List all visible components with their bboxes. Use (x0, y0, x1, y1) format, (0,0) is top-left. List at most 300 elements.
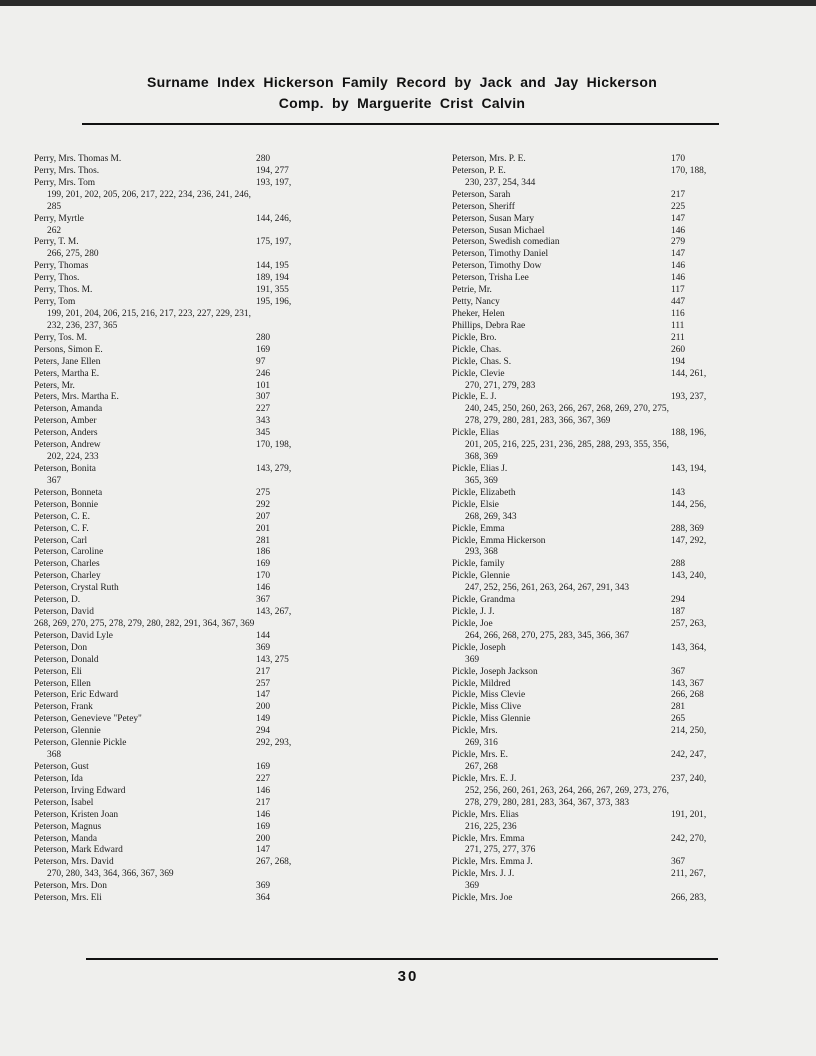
index-entry (452, 190, 782, 202)
index-entry (452, 667, 782, 679)
entry-name: Peterson, Anders (34, 428, 98, 439)
entry-name: Perry, T. M. (34, 237, 79, 248)
index-entry (34, 667, 404, 679)
entry-pages: 288, 369 (671, 523, 704, 534)
index-entry (452, 166, 782, 190)
entry-pages: 201 (256, 523, 271, 534)
entry-name: Peterson, Susan Mary (452, 213, 535, 224)
entry-name: Pickle, family (452, 559, 505, 570)
entry-pages: 280 (256, 332, 271, 343)
entry-pages: 143, 194, (671, 463, 707, 474)
entry-pages-continued: 230, 237, 254, 344 (465, 177, 536, 188)
entry-pages: 186 (256, 547, 271, 558)
entry-name: Peterson, P. E. (452, 165, 506, 176)
entry-name: Perry, Tos. M. (34, 332, 87, 343)
entry-pages: 288 (671, 559, 686, 570)
entry-pages-continued: 199, 201, 204, 206, 215, 216, 217, 223, 227, 229, 231, (47, 308, 251, 319)
entry-name: Peterson, Charley (34, 571, 101, 582)
entry-name: Pickle, Glennie (452, 571, 510, 582)
entry-name: Peterson, Susan Michael (452, 225, 545, 236)
entry-pages: 367 (671, 666, 686, 677)
index-column-right (452, 154, 782, 905)
entry-name: Peterson, Bonita (34, 463, 96, 474)
entry-pages: 279 (671, 237, 686, 248)
index-entry (34, 822, 404, 834)
entry-name: Petty, Nancy (452, 297, 500, 308)
entry-name: Pickle, J. J. (452, 607, 495, 618)
entry-name: Peters, Jane Ellen (34, 356, 101, 367)
index-entry (452, 536, 782, 560)
index-entry (34, 166, 404, 178)
entry-name: Peters, Martha E. (34, 368, 100, 379)
index-entry (452, 202, 782, 214)
entry-pages: 364 (256, 893, 271, 904)
entry-name: Pickle, Grandma (452, 595, 516, 606)
entry-pages-continued: 270, 271, 279, 283 (465, 380, 536, 391)
index-entry (34, 512, 404, 524)
entry-pages: 169 (256, 762, 271, 773)
entry-name: Pickle, Miss Glennie (452, 714, 531, 725)
entry-pages: 169 (256, 344, 271, 355)
entry-pages: 170 (256, 571, 271, 582)
index-entry (34, 798, 404, 810)
entry-name: Pickle, Mrs. Emma J. (452, 857, 533, 868)
entry-pages-continued: 285 (47, 201, 62, 212)
entry-pages-continued: 270, 280, 343, 364, 366, 367, 369 (47, 869, 174, 880)
entry-name: Peterson, Mrs. Don (34, 881, 107, 892)
index-entry (34, 845, 404, 857)
page-number: 30 (397, 968, 419, 985)
entry-pages: 225 (671, 201, 686, 212)
entry-name: Pickle, Mildred (452, 678, 511, 689)
entry-name: Pickle, Emma (452, 523, 505, 534)
entry-name: Peterson, Glennie Pickle (34, 738, 127, 749)
index-entry (34, 392, 404, 404)
entry-pages-continued: 264, 266, 268, 270, 275, 283, 345, 366, 367 (465, 630, 630, 641)
index-entry (34, 237, 404, 261)
entry-name: Pickle, Miss Clive (452, 702, 522, 713)
entry-name: Pickle, Bro. (452, 332, 497, 343)
index-entry (34, 655, 404, 667)
entry-pages: 144, 256, (671, 499, 707, 510)
index-entry (34, 690, 404, 702)
index-entry (452, 345, 782, 357)
entry-pages: 211 (671, 332, 685, 343)
entry-name: Peterson, Caroline (34, 547, 104, 558)
entry-pages-continued: 247, 252, 256, 261, 263, 264, 267, 291, 343 (465, 583, 630, 594)
index-entry (34, 679, 404, 691)
index-entry (452, 392, 782, 428)
entry-pages: 143, 267, (256, 607, 292, 618)
index-entry (34, 774, 404, 786)
scan-top-edge (0, 0, 816, 6)
index-entry (34, 726, 404, 738)
index-entry (34, 428, 404, 440)
entry-name: Pickle, Elizabeth (452, 487, 516, 498)
entry-pages-continued: 368, 369 (465, 452, 498, 463)
entry-pages: 193, 197, (256, 177, 292, 188)
entry-pages: 345 (256, 428, 271, 439)
entry-pages: 117 (671, 285, 685, 296)
index-entry (34, 583, 404, 595)
entry-pages-continued: 271, 275, 277, 376 (465, 845, 536, 856)
index-entry (452, 237, 782, 249)
entry-name: Peterson, Gust (34, 762, 89, 773)
index-entry (34, 834, 404, 846)
index-entry (452, 321, 782, 333)
entry-pages-continued: 367 (47, 475, 62, 486)
entry-pages: 170 (671, 154, 686, 164)
entry-name: Pickle, Elsie (452, 499, 499, 510)
entry-pages: 207 (256, 511, 271, 522)
index-entry (452, 154, 782, 166)
entry-pages: 369 (256, 642, 271, 653)
entry-pages: 144, 246, (256, 213, 292, 224)
entry-pages: 194 (671, 356, 686, 367)
footer-rule (86, 958, 718, 960)
entry-name: Peterson, Carl (34, 535, 88, 546)
index-entry (34, 643, 404, 655)
index-entry (452, 893, 782, 905)
entry-pages: 144, 261, (671, 368, 707, 379)
index-entry (452, 571, 782, 595)
entry-pages-continued: 369 (465, 881, 480, 892)
header-title: Surname Index Hickerson Family Record by Jack and Jay Hickerson (146, 74, 658, 90)
entry-name: Perry, Thomas (34, 261, 89, 272)
entry-name: Petrie, Mr. (452, 285, 492, 296)
entry-pages: 191, 201, (671, 809, 707, 820)
entry-pages: 292, 293, (256, 738, 292, 749)
entry-name: Peterson, Don (34, 642, 88, 653)
index-entry (452, 774, 782, 810)
entry-name: Pickle, Miss Clevie (452, 690, 526, 701)
entry-name: Peters, Mrs. Martha E. (34, 392, 119, 403)
entry-name: Pickle, Mrs. E. J. (452, 773, 517, 784)
index-entry (452, 595, 782, 607)
entry-pages: 116 (671, 308, 685, 319)
entry-name: Peterson, Swedish comedian (452, 237, 560, 248)
index-entry (34, 547, 404, 559)
index-entry (34, 154, 404, 166)
entry-name: Phillips, Debra Rae (452, 320, 526, 331)
entry-name: Pickle, Elias J. (452, 463, 508, 474)
entry-name: Peterson, Trisha Lee (452, 273, 529, 284)
entry-name: Peterson, Eric Edward (34, 690, 119, 701)
entry-name: Peterson, Amanda (34, 404, 103, 415)
entry-pages: 267, 268, (256, 857, 292, 868)
index-entry (452, 297, 782, 309)
entry-pages-continued: 199, 201, 202, 205, 206, 217, 222, 234, 236, 241, 246, (47, 189, 251, 200)
entry-pages: 242, 247, (671, 750, 707, 761)
index-entry (34, 488, 404, 500)
page-header (82, 72, 722, 114)
entry-pages: 143, 364, (671, 642, 707, 653)
index-entry (34, 524, 404, 536)
entry-pages: 217 (256, 666, 271, 677)
index-entry (34, 178, 404, 214)
entry-pages: 195, 196, (256, 297, 292, 308)
entry-name: Perry, Thos. (34, 273, 80, 284)
index-entry (452, 714, 782, 726)
entry-name: Peterson, Manda (34, 833, 98, 844)
entry-pages: 188, 196, (671, 428, 707, 439)
entry-pages: 294 (671, 595, 686, 606)
entry-pages: 144 (256, 630, 271, 641)
entry-name: Peterson, Mark Edward (34, 845, 123, 856)
index-entry (34, 607, 404, 631)
entry-pages-continued: 293, 368 (465, 547, 498, 558)
entry-pages: 143, 275 (256, 654, 289, 665)
entry-pages-continued: 365, 369 (465, 475, 498, 486)
index-entry (34, 345, 404, 357)
entry-pages: 147 (256, 690, 271, 701)
entry-name: Perry, Myrtle (34, 213, 84, 224)
index-entry (452, 834, 782, 858)
entry-pages: 111 (671, 320, 685, 331)
entry-name: Peterson, Frank (34, 702, 93, 713)
index-entry (34, 738, 404, 762)
entry-pages: 343 (256, 416, 271, 427)
index-entry (34, 631, 404, 643)
entry-name: Pickle, Mrs. J. J. (452, 869, 515, 880)
index-entry (34, 702, 404, 714)
entry-name: Perry, Mrs. Tom (34, 177, 96, 188)
entry-pages: 242, 270, (671, 833, 707, 844)
entry-name: Perry, Thos. M. (34, 285, 93, 296)
entry-name: Peterson, Timothy Dow (452, 261, 542, 272)
entry-name: Peterson, Eli (34, 666, 82, 677)
index-entry (34, 381, 404, 393)
entry-pages: 147, 292, (671, 535, 707, 546)
entry-pages-continued: 266, 275, 280 (47, 249, 99, 260)
entry-pages-continued: 369 (465, 654, 480, 665)
entry-name: Pickle, Emma Hickerson (452, 535, 546, 546)
entry-name: Perry, Tom (34, 297, 76, 308)
entry-pages: 143, 367 (671, 678, 704, 689)
entry-pages: 257, 263, (671, 618, 707, 629)
entry-name: Peterson, Sheriff (452, 201, 515, 212)
entry-name: Pickle, Joseph (452, 642, 506, 653)
entry-name: Peterson, Mrs. Eli (34, 893, 102, 904)
entry-name: Pickle, Mrs. E. (452, 750, 508, 761)
entry-pages: 200 (256, 833, 271, 844)
entry-pages: 367 (256, 595, 271, 606)
entry-name: Pickle, Mrs. Emma (452, 833, 525, 844)
entry-pages: 175, 197, (256, 237, 292, 248)
entry-pages: 189, 194 (256, 273, 289, 284)
entry-pages: 169 (256, 821, 271, 832)
index-entry (452, 500, 782, 524)
entry-pages: 227 (256, 404, 271, 415)
index-entry (452, 369, 782, 393)
index-entry (452, 679, 782, 691)
index-entry (452, 333, 782, 345)
entry-name: Peterson, Bonneta (34, 487, 103, 498)
index-entry (34, 893, 404, 905)
index-entry (452, 249, 782, 261)
entry-name: Pickle, Mrs. Elias (452, 809, 519, 820)
entry-name: Peterson, Mrs. David (34, 857, 114, 868)
entry-pages: 294 (256, 726, 271, 737)
index-entry (452, 357, 782, 369)
entry-pages: 193, 237, (671, 392, 707, 403)
index-entry (34, 500, 404, 512)
index-entry (34, 559, 404, 571)
index-entry (452, 273, 782, 285)
entry-name: Peterson, Glennie (34, 726, 101, 737)
entry-pages-continued: 368 (47, 750, 62, 761)
entry-pages: 280 (256, 154, 271, 164)
entry-name: Peterson, Isabel (34, 797, 94, 808)
entry-pages: 211, 267, (671, 869, 706, 880)
entry-name: Peterson, Bonnie (34, 499, 99, 510)
entry-name: Peterson, D. (34, 595, 81, 606)
entry-name: Peterson, Timothy Daniel (452, 249, 549, 260)
entry-pages: 143, 279, (256, 463, 292, 474)
entry-pages: 146 (256, 583, 271, 594)
index-entry (34, 357, 404, 369)
entry-name: Peterson, Kristen Joan (34, 809, 119, 820)
index-entry (34, 464, 404, 488)
entry-name: Peterson, David (34, 607, 94, 618)
index-entry (34, 297, 404, 333)
entry-pages: 367 (671, 857, 686, 868)
entry-name: Pickle, Mrs. Joe (452, 893, 513, 904)
index-entry (452, 643, 782, 667)
entry-name: Peterson, David Lyle (34, 630, 113, 641)
index-entry (452, 857, 782, 869)
index-entry (34, 273, 404, 285)
index-entry (34, 857, 404, 881)
entry-name: Pickle, Mrs. (452, 726, 498, 737)
index-entry (452, 309, 782, 321)
entry-pages: 307 (256, 392, 271, 403)
entry-pages: 227 (256, 773, 271, 784)
index-entry (34, 571, 404, 583)
index-entry (452, 285, 782, 297)
index-entry (34, 714, 404, 726)
index-entry (34, 416, 404, 428)
index-entry (452, 607, 782, 619)
entry-name: Peterson, Amber (34, 416, 97, 427)
header-subtitle: Comp. by Marguerite Crist Calvin (278, 95, 526, 111)
index-entry (34, 440, 404, 464)
entry-pages: 187 (671, 607, 686, 618)
entry-name: Peterson, Genevieve "Petey" (34, 714, 142, 725)
entry-pages: 101 (256, 380, 271, 391)
entry-pages: 246 (256, 368, 271, 379)
index-entry (452, 524, 782, 536)
entry-name: Pickle, Elias (452, 428, 499, 439)
entry-pages: 149 (256, 714, 271, 725)
index-entry (34, 285, 404, 297)
entry-pages: 146 (671, 225, 686, 236)
entry-name: Perry, Mrs. Thomas M. (34, 154, 122, 164)
index-entry (452, 869, 782, 893)
index-entry (452, 559, 782, 571)
index-entry (34, 536, 404, 548)
entry-pages: 146 (671, 261, 686, 272)
entry-pages: 214, 250, (671, 726, 707, 737)
entry-pages-continued: 216, 225, 236 (465, 821, 517, 832)
entry-name: Peterson, Irving Edward (34, 785, 126, 796)
entry-pages-continued: 268, 269, 270, 275, 278, 279, 280, 282, 291, 364, 367, 369 (34, 618, 255, 629)
entry-pages: 143 (671, 487, 686, 498)
entry-pages: 292 (256, 499, 271, 510)
index-entry (452, 750, 782, 774)
entry-pages: 266, 268 (671, 690, 704, 701)
entry-pages-continued: 262 (47, 225, 62, 236)
index-entry (452, 226, 782, 238)
entry-pages: 217 (671, 189, 686, 200)
entry-name: Persons, Simon E. (34, 344, 103, 355)
entry-pages: 369 (256, 881, 271, 892)
entry-pages: 281 (256, 535, 271, 546)
index-entry (452, 619, 782, 643)
entry-name: Pickle, Chas. S. (452, 356, 512, 367)
entry-pages: 143, 240, (671, 571, 707, 582)
entry-pages-continued: 268, 269, 343 (465, 511, 517, 522)
entry-name: Peterson, Crystal Ruth (34, 583, 119, 594)
entry-pages: 266, 283, (671, 893, 707, 904)
entry-pages: 147 (256, 845, 271, 856)
entry-pages: 194, 277 (256, 165, 289, 176)
entry-pages-continued: 278, 279, 280, 281, 283, 366, 367, 369 (465, 416, 611, 427)
index-entry (34, 214, 404, 238)
entry-name: Peterson, Andrew (34, 440, 101, 451)
entry-pages: 217 (256, 797, 271, 808)
index-entry (452, 810, 782, 834)
index-entry (452, 726, 782, 750)
entry-pages: 447 (671, 297, 686, 308)
entry-name: Peterson, Charles (34, 559, 100, 570)
entry-name: Peters, Mr. (34, 380, 75, 391)
entry-pages: 147 (671, 249, 686, 260)
index-entry (452, 428, 782, 464)
entry-name: Pickle, E. J. (452, 392, 497, 403)
index-entry (34, 595, 404, 607)
entry-pages: 200 (256, 702, 271, 713)
entry-pages: 144, 195 (256, 261, 289, 272)
entry-name: Peterson, Ida (34, 773, 83, 784)
entry-pages-continued: 278, 279, 280, 281, 283, 364, 367, 373, 383 (465, 797, 630, 808)
index-entry (34, 786, 404, 798)
entry-name: Peterson, C. F. (34, 523, 89, 534)
index-entry (452, 261, 782, 273)
entry-pages-continued: 267, 268 (465, 762, 498, 773)
entry-pages-continued: 252, 256, 260, 261, 263, 264, 266, 267, 269, 273, 276, (465, 785, 669, 796)
entry-name: Peterson, Sarah (452, 189, 511, 200)
index-entry (34, 261, 404, 273)
entry-pages-continued: 240, 245, 250, 260, 263, 266, 267, 268, 269, 270, 275, (465, 404, 669, 415)
entry-pages: 147 (671, 213, 686, 224)
entry-pages-continued: 232, 236, 237, 365 (47, 320, 118, 331)
index-entry (452, 702, 782, 714)
header-rule (82, 123, 719, 125)
entry-name: Pheker, Helen (452, 308, 505, 319)
entry-pages: 281 (671, 702, 686, 713)
entry-name: Perry, Mrs. Thos. (34, 165, 100, 176)
index-entry (34, 333, 404, 345)
entry-pages-continued: 202, 224, 233 (47, 452, 99, 463)
entry-name: Pickle, Chas. (452, 344, 502, 355)
index-entry (34, 404, 404, 416)
entry-name: Peterson, Mrs. P. E. (452, 154, 526, 164)
index-entry (452, 464, 782, 488)
entry-pages: 169 (256, 559, 271, 570)
index-entry (34, 810, 404, 822)
entry-name: Pickle, Clevie (452, 368, 505, 379)
